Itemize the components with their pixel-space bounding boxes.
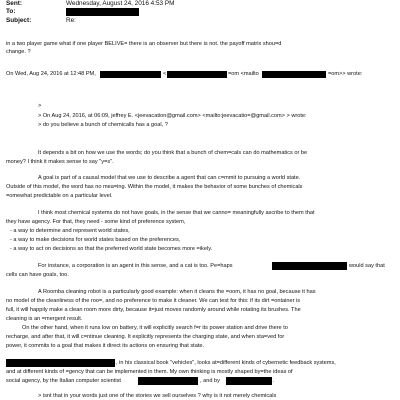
redacted-email-1 bbox=[167, 71, 227, 78]
p4-line-1b: would say that bbox=[349, 263, 385, 269]
p6-line-3a: social agency, by the Italian computer scientist bbox=[6, 378, 121, 384]
redacted-to bbox=[66, 8, 139, 16]
p6-line-3b: , and by bbox=[200, 378, 220, 384]
p1-line-2: money? I think it makes sense to say "y=s". bbox=[6, 159, 114, 165]
subject-label: Subject: bbox=[6, 17, 32, 24]
p3-line-3: - a way to determine and represent world states, bbox=[10, 228, 130, 234]
on-wed-end: =om>> wrote: bbox=[328, 71, 363, 77]
on-wed-mid: < bbox=[163, 71, 167, 77]
p5-line-6: recharge, and after that, it will c=ntinue cleaning. It explicitly represents the charging state, and when sta=ved for bbox=[6, 334, 285, 340]
p5-line-3: full, it will happily make a clean room more dirty, because it=just moves randomly around while rotating its brushes. The bbox=[6, 307, 301, 313]
p3-line-1: I think most chemical systems do not have goals, in the sense that we canno= meaningfully ascribe to them that bbox=[38, 210, 315, 216]
subject-value: Re: bbox=[66, 17, 76, 24]
on-wed-suffix: =om <mailto bbox=[228, 71, 259, 77]
p5-line-1: A Roomba cleaning robot is a particularly good example: when it cleans the =oom, it has no goal, because it has bbox=[38, 289, 316, 295]
sent-value: Wednesday, August 24, 2016 4:53 PM bbox=[66, 0, 175, 7]
p3-line-5: - a way to act on decisions so that the preferred world state becomes more =ikely. bbox=[10, 246, 213, 252]
p3-line-4: - a way to make decisions for world states based on the preferences, bbox=[10, 237, 181, 243]
redacted-name-3 bbox=[6, 359, 115, 367]
p5-line-7: power, it commits to a goal that makes it direct its actions on ensuring that state. bbox=[6, 343, 205, 349]
redacted-name-4 bbox=[138, 377, 198, 385]
redacted-email-2 bbox=[262, 71, 326, 78]
intro-line-1: in a two player game what if one player BELIVE= there is an observer but there is not. the payoff matrix shou=d bbox=[6, 41, 282, 47]
p5-line-4: cleaning is an =mergent result. bbox=[6, 316, 83, 322]
p5-line-2: no model of the cleanliness of the roo=, and no preference to make it cleaner. We can test for this: if its dirt =ontainer is bbox=[6, 298, 301, 304]
p6-line-1: , in his classical book "vehicles", looks at=different kinds of cybernetic feedback systems, bbox=[116, 360, 336, 366]
sent-label: Sent: bbox=[6, 0, 22, 7]
p4-line-2: cells can have goals, too. bbox=[6, 272, 69, 278]
quote-on-aug: > On Aug 24, 2016, at 06:09, jeffrey E. <jeevacation@gmail.com> <mailto:jeevacatio=@gmail.com> > wrote: bbox=[38, 113, 307, 119]
redacted-name-5 bbox=[226, 377, 272, 385]
quote-marker: > bbox=[38, 103, 42, 109]
p6-line-3c: . bbox=[273, 378, 275, 384]
tail-line: > isnt that in your words just one of the stories we sell ourselves ? why is it not merely chemicals bbox=[38, 393, 277, 399]
intro-line-2: change. ? bbox=[6, 49, 31, 55]
to-label: To: bbox=[6, 8, 16, 15]
p4-line-1a: For instance, a corporation is an agent in this sense, and a cat is too. Pe=haps bbox=[38, 263, 233, 269]
p2-line-2: Outside of this model, the word has no mea=ing. Within the model, it makes the behavior of some bunches of chemicals bbox=[6, 184, 303, 190]
redacted-name-1 bbox=[100, 71, 161, 78]
p1-line-1: It depends a bit on how we use the words; do you think that a bunch of chem=cals can do mathematics or be bbox=[38, 150, 308, 156]
p5-line-5: On the other hand, when it runs low on battery, it will explicitly search f=r its power station and drive there to bbox=[22, 325, 288, 331]
p2-line-1: A goal is part of a causal model that we use to describe a agent that can c=mmit to pursuing a world state. bbox=[38, 175, 301, 181]
quote-question: > do you believe a bunch of chemicalls has a goal, ? bbox=[38, 122, 168, 128]
p6-line-2: and at different kinds of =gency that can be implemented in them. My own thinking is mostly shaped by=the ideas of bbox=[6, 369, 293, 375]
p2-line-3: =omewhat predictable on a particular level. bbox=[6, 193, 113, 199]
on-wed-prefix: On Wed, Aug 24, 2016 at 12:48 PM, bbox=[6, 71, 96, 77]
redacted-name-2 bbox=[272, 262, 347, 270]
p3-line-2: they have agency. For that, they need - some kind of preference system, bbox=[6, 219, 186, 225]
